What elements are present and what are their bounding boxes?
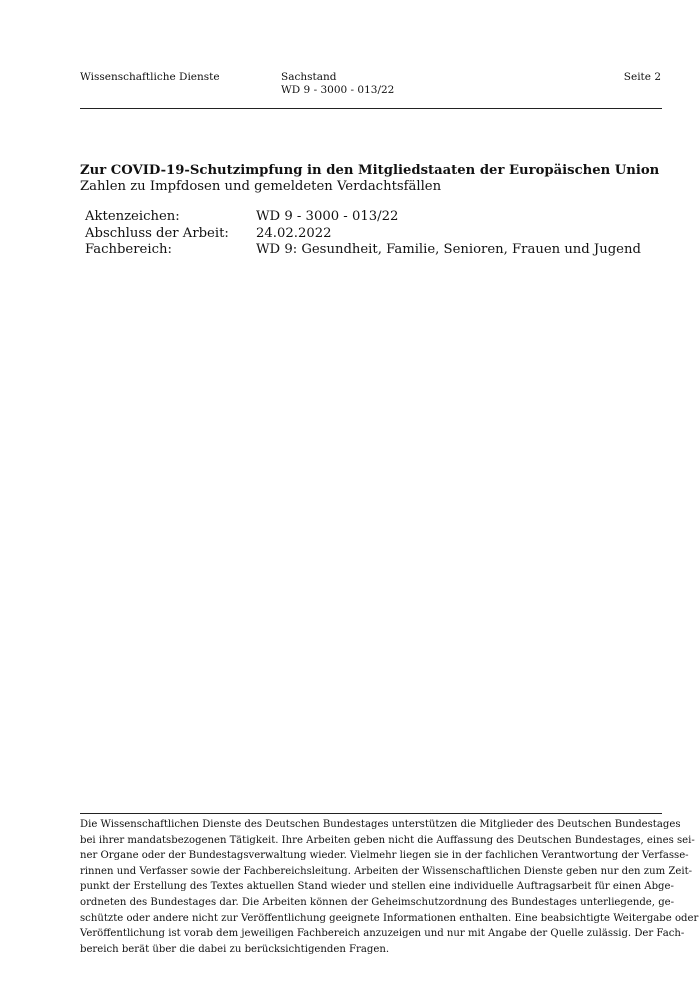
metadata-key: Fachbereich: bbox=[85, 242, 172, 257]
metadata-key: Aktenzeichen: bbox=[85, 209, 180, 224]
disclaimer-line: ordneten des Bundestages dar. Die Arbeiten können der Geheimschutzordnung des Bundestages unterliegende, ge- bbox=[80, 896, 675, 908]
header-divider bbox=[80, 108, 662, 109]
footer-divider bbox=[80, 813, 662, 814]
metadata-row bbox=[85, 226, 641, 243]
document-metadata bbox=[85, 209, 641, 259]
document-title: Zur COVID-19-Schutzimpfung in den Mitgliedstaaten der Europäischen Union bbox=[80, 163, 660, 178]
disclaimer-line: rinnen und Verfasser sowie der Fachbereichsleitung. Arbeiten der Wissenschaftlichen Dienste geben nur den zum Zeit- bbox=[80, 865, 693, 877]
header-doc-type: Sachstand bbox=[281, 71, 337, 83]
header-doc-number: WD 9 - 3000 - 013/22 bbox=[281, 84, 395, 96]
disclaimer-line: bei ihrer mandatsbezogenen Tätigkeit. Ihre Arbeiten geben nicht die Auffassung des Deutschen Bundestages, eines sei- bbox=[80, 834, 695, 846]
metadata-key: Abschluss der Arbeit: bbox=[85, 225, 229, 241]
disclaimer-line: schützte oder andere nicht zur Veröffentlichung geeignete Informationen enthalten. Eine beabsichtigte Weitergabe oder bbox=[80, 912, 699, 924]
header-document-info bbox=[281, 71, 394, 97]
disclaimer-line: punkt der Erstellung des Textes aktuellen Stand wieder und stellen eine individuelle Auftragsarbeit für einen Abge- bbox=[80, 881, 674, 893]
disclaimer-line: ner Organe oder der Bundestagsverwaltung wieder. Vielmehr liegen sie in der fachlichen Verantwortung der Verfasse- bbox=[80, 850, 689, 862]
disclaimer-line: bereich berät über die dabei zu berücksichtigenden Fragen. bbox=[80, 943, 390, 955]
metadata-row bbox=[85, 209, 641, 226]
header-page-number: Seite 2 bbox=[623, 71, 661, 83]
metadata-row bbox=[85, 242, 641, 259]
disclaimer-line: Veröffentlichung ist vorab dem jeweiligen Fachbereich anzuzeigen und nur mit Angabe der Quelle zulässig. Der Fach- bbox=[80, 928, 685, 940]
metadata-value: WD 9 - 3000 - 013/22 bbox=[256, 209, 399, 224]
metadata-value: WD 9: Gesundheit, Familie, Senioren, Frauen und Jugend bbox=[256, 242, 641, 257]
header-organization: Wissenschaftliche Dienste bbox=[80, 71, 220, 83]
document-subtitle: Zahlen zu Impfdosen und gemeldeten Verdachtsfällen bbox=[80, 179, 442, 194]
disclaimer-line: Die Wissenschaftlichen Dienste des Deutschen Bundestages unterstützen die Mitglieder des Deutschen Bundestages bbox=[80, 819, 681, 830]
metadata-value: 24.02.2022 bbox=[256, 225, 332, 241]
disclaimer-text bbox=[80, 817, 699, 957]
